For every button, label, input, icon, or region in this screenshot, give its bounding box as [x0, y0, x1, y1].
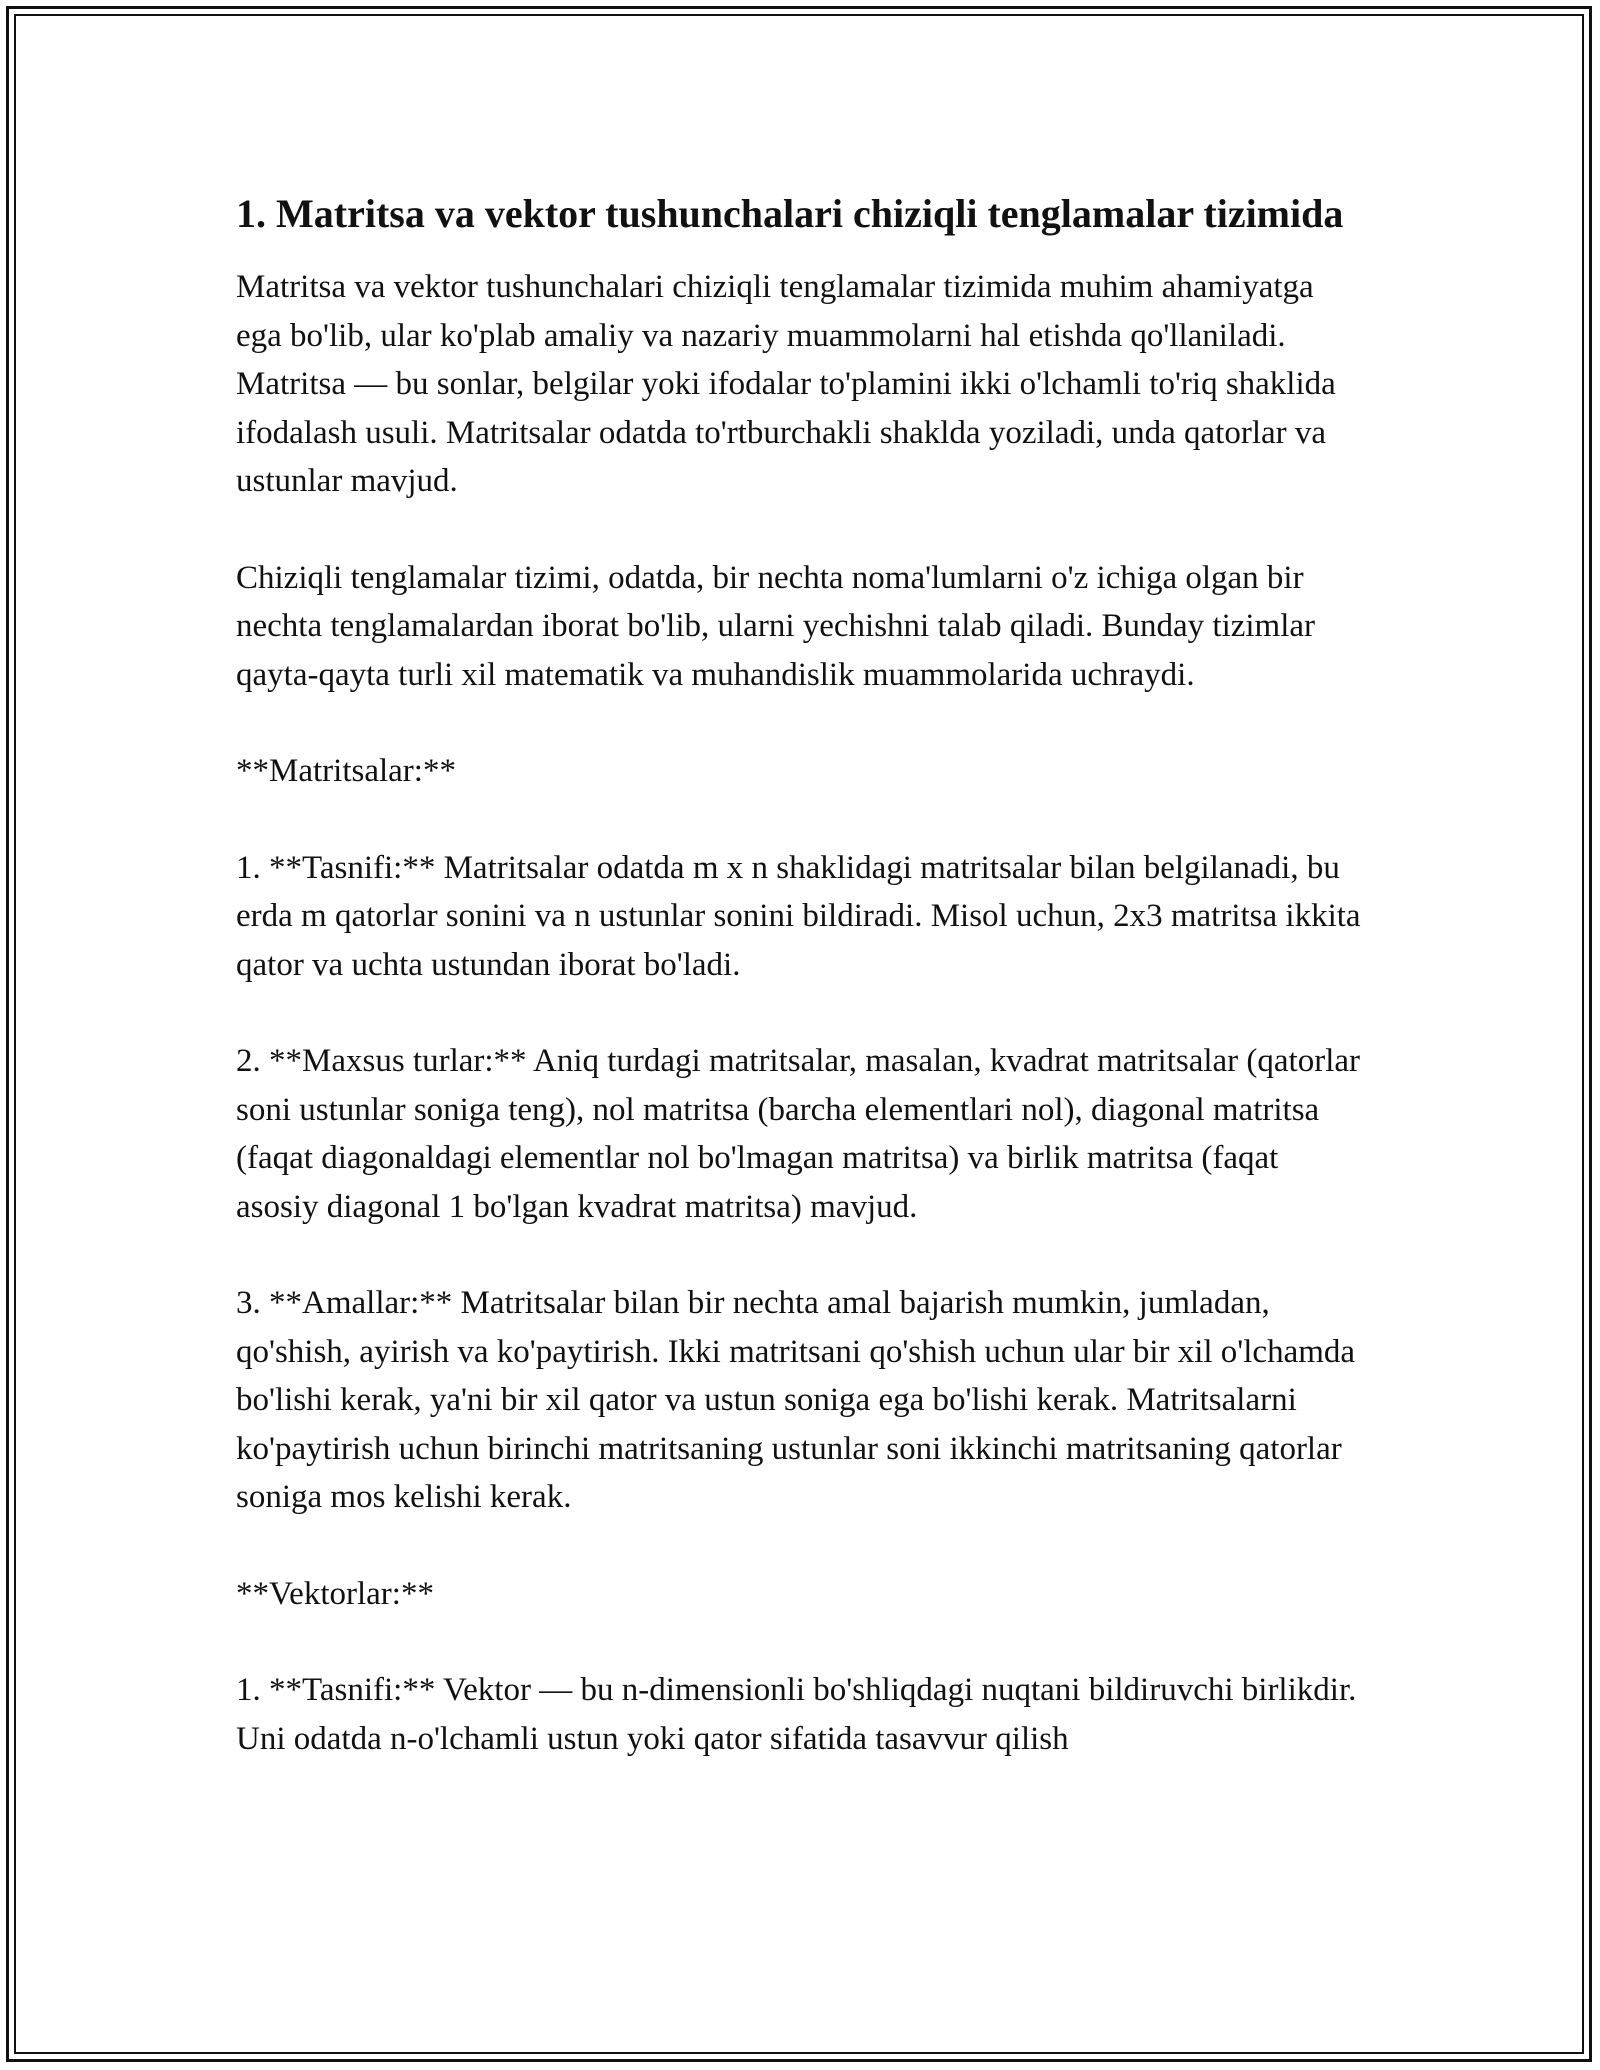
section-heading-vectors: **Vektorlar:** [236, 1575, 434, 1612]
paragraph-intro: Matritsa va vektor tushunchalari chiziqli tenglamalar tizimida muhim ahamiyatga ega bo'lib, ular ko'plab amaliy va nazariy muammolarni hal etishda qo'llaniladi. Matritsa — bu sonlar, belgilar yoki ifodalar to'plamini ikki o'lchamli to'riq shaklida ifodalash usuli. Matritsalar odatda to'rtburchakli shaklda yoziladi, unda qatorlar va ustunlar mavjud. [236, 269, 1336, 499]
list-item-vector-classification: 1. **Tasnifi:** Vektor — bu n-dimensionli bo'shliqdagi nuqtani bildiruvchi birlikdir. Uni odatda n-o'lchamli ustun yoki qator sifatida tasavvur qilish [236, 1672, 1357, 1757]
list-item-matrix-special-types: 2. **Maxsus turlar:** Aniq turdagi matritsalar, masalan, kvadrat matritsalar (qatorlar soni ustunlar soniga teng), nol matritsa (barcha elementlari nol), diagonal matritsa (faqat diagonaldagi elementlar nol bo'lmagan matritsa) va birlik matritsa (faqat asosiy diagonal 1 bo'lgan kvadrat matritsa) mavjud. [236, 1043, 1361, 1225]
list-item-matrix-operations: 3. **Amallar:** Matritsalar bilan bir nechta amal bajarish mumkin, jumladan, qo'shish, ayirish va ko'paytirish. Ikki matritsani qo'shish uchun ular bir xil o'lchamda bo'lishi kerak, ya'ni bir xil qator va ustun soniga ega bo'lishi kerak. Matritsalarni ko'paytirish uchun birinchi matritsaning ustunlar soni ikkinchi matritsaning qatorlar soniga mos kelishi kerak. [236, 1285, 1356, 1515]
section-heading-matrices: **Matritsalar:** [236, 753, 456, 789]
document-body [236, 186, 1366, 1763]
paragraph-linear-systems: Chiziqli tenglamalar tizimi, odatda, bir nechta noma'lumlarni o'z ichiga olgan bir nechta tenglamalardan iborat bo'lib, ularni yechishni talab qiladi. Bunday tizimlar qayta-qayta turli xil matematik va muhandislik muammolarida uchraydi. [236, 559, 1316, 693]
list-item-matrix-classification: 1. **Tasnifi:** Matritsalar odatda m x n shaklidagi matritsalar bilan belgilanadi, bu erda m qatorlar sonini va n ustunlar sonini bildiradi. Misol uchun, 2x3 matritsa ikkita qator va uchta ustundan iborat bo'ladi. [236, 849, 1361, 983]
document-title: 1. Matritsa va vektor tushunchalari chiziqli tenglamalar tizimida [236, 191, 1344, 236]
